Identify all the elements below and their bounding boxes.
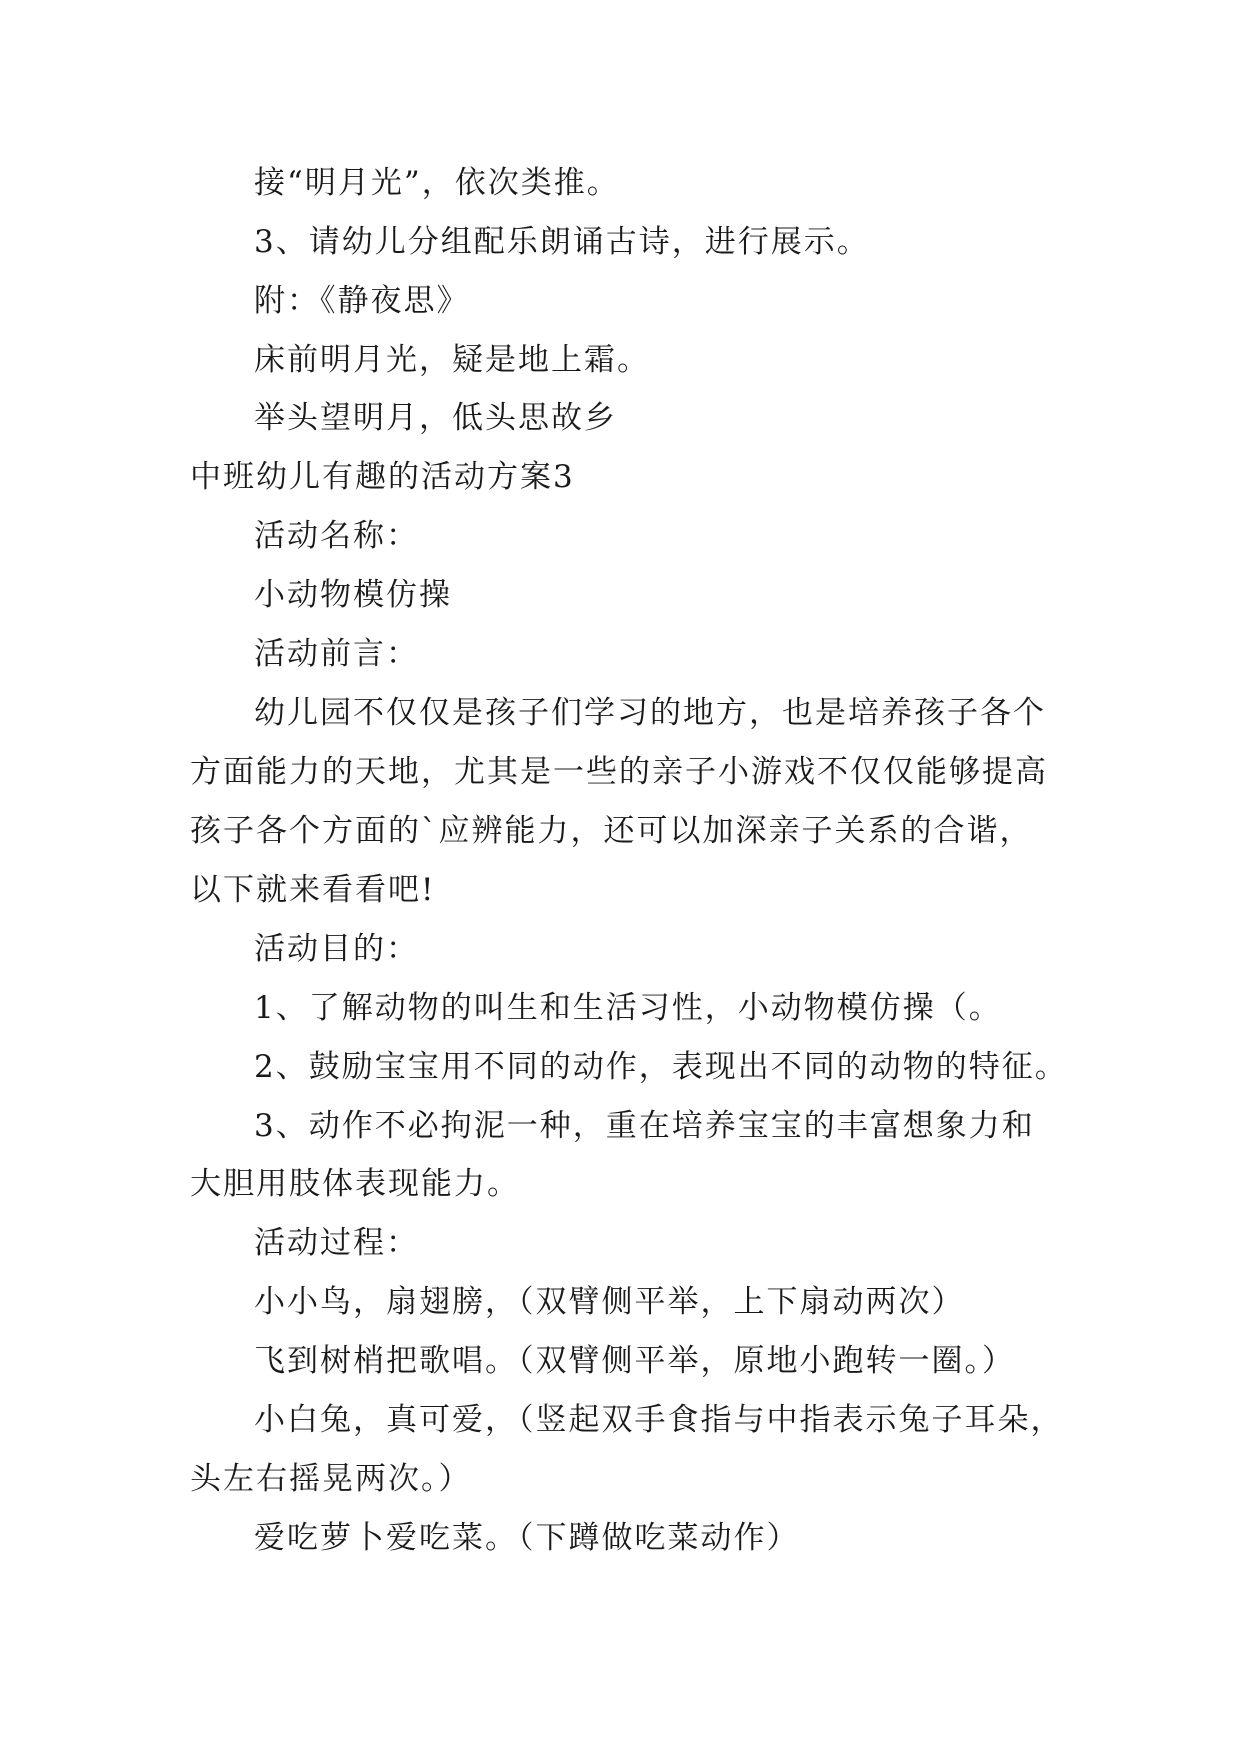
paragraph-line: 方面能力的天地，尤其是一些的亲子小游戏不仅仅能够提高 (190, 754, 1048, 790)
paragraph-line: 小动物模仿操 (254, 577, 452, 613)
paragraph-line: 3、请幼儿分组配乐朗诵古诗，进行展示。 (254, 224, 870, 260)
poem-line: 床前明月光，疑是地上霜。 (254, 342, 650, 378)
section-heading: 活动目的： (254, 931, 419, 967)
paragraph-line: 爱吃萝卜爱吃菜。（下蹲做吃菜动作） (254, 1520, 800, 1556)
paragraph-line: 附：《静夜思》 (254, 283, 470, 319)
list-item-continued: 大胆用肢体表现能力。 (190, 1166, 520, 1202)
paragraph-line: 头左右摇晃两次。） (190, 1461, 472, 1497)
poem-line: 举头望明月，低头思故乡 (254, 400, 617, 436)
list-item: 1、了解动物的叫生和生活习性，小动物模仿操（。 (254, 990, 1002, 1026)
section-title: 中班幼儿有趣的活动方案3 (190, 459, 575, 495)
paragraph-line: 孩子各个方面的`应辨能力，还可以加深亲子关系的合谐， (190, 813, 1033, 849)
paragraph-line: 接“明月光”，依次类推。 (254, 165, 620, 201)
list-item: 2、鼓励宝宝用不同的动作，表现出不同的动物的特征。 (254, 1049, 1068, 1085)
section-heading: 活动过程： (254, 1225, 419, 1261)
paragraph-line: 以下就来看看吧! (190, 872, 436, 908)
paragraph-line: 小白兔，真可爱，（竖起双手食指与中指表示兔子耳朵， (254, 1402, 1064, 1438)
section-heading: 活动名称： (254, 518, 419, 554)
paragraph-line: 小小鸟，扇翅膀，（双臂侧平举，上下扇动两次） (254, 1284, 965, 1320)
paragraph-line: 飞到树梢把歌唱。（双臂侧平举，原地小跑转一圈。） (254, 1343, 1015, 1379)
section-heading: 活动前言： (254, 636, 419, 672)
paragraph-line: 幼儿园不仅仅是孩子们学习的地方，也是培养孩子各个 (254, 695, 1046, 731)
list-item: 3、动作不必拘泥一种，重在培养宝宝的丰富想象力和 (254, 1108, 1035, 1144)
